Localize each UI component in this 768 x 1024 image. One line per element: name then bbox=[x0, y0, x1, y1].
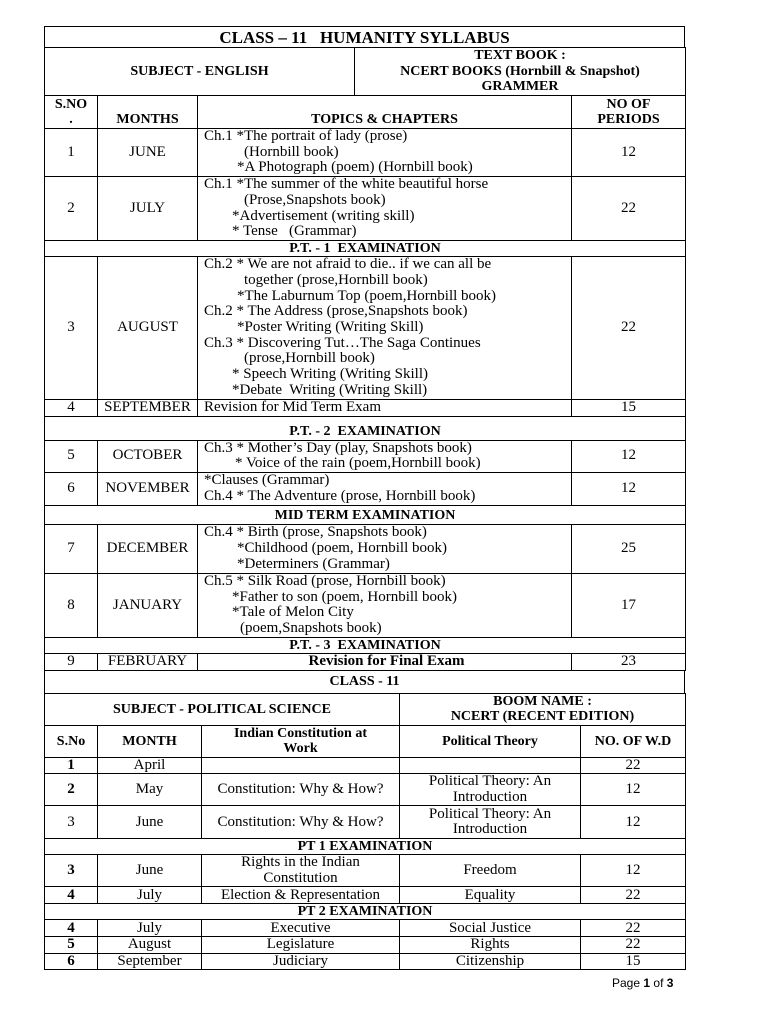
periods-cell: 12 bbox=[572, 129, 686, 177]
exam-row bbox=[45, 839, 686, 855]
political-science-table bbox=[44, 725, 686, 971]
topics-cell bbox=[198, 574, 572, 638]
topic-line: * Tense (Grammar) bbox=[232, 223, 357, 240]
month-cell: July bbox=[98, 887, 202, 904]
header-topics: TOPICS & CHAPTERS bbox=[198, 96, 572, 129]
header-months: MONTHS bbox=[98, 96, 198, 129]
sno-cell: 2 bbox=[45, 177, 98, 241]
table-row bbox=[45, 574, 686, 638]
exam-row bbox=[45, 416, 686, 440]
exam-label: MID TERM EXAMINATION bbox=[45, 506, 686, 525]
working-days-cell: 12 bbox=[581, 774, 686, 806]
topic-line: Ch.3 * Discovering Tut…The Saga Continues bbox=[204, 334, 481, 351]
table-row bbox=[45, 129, 686, 177]
political-science-subject: SUBJECT - POLITICAL SCIENCE bbox=[45, 693, 400, 725]
book-line: BOOM NAME : bbox=[493, 693, 592, 709]
periods-cell: 25 bbox=[572, 525, 686, 574]
working-days-cell: 22 bbox=[581, 887, 686, 904]
sno-cell: 5 bbox=[45, 937, 98, 954]
total-pages: 3 bbox=[666, 976, 674, 990]
political-theory-cell: Freedom bbox=[400, 855, 581, 887]
sno-cell: 3 bbox=[45, 256, 98, 399]
table-row bbox=[45, 256, 686, 399]
working-days-cell: 12 bbox=[581, 855, 686, 887]
table-row bbox=[45, 440, 686, 472]
textbook-line: GRAMMER bbox=[481, 79, 559, 95]
table-row bbox=[45, 757, 686, 774]
textbook-line: NCERT BOOKS (Hornbill & Snapshot) bbox=[400, 63, 640, 79]
class-label: CLASS - 11 bbox=[45, 670, 685, 693]
month-cell: July bbox=[98, 920, 202, 937]
topic-line: Ch.4 * Birth (prose, Snapshots book) bbox=[204, 524, 427, 541]
topic-line: Ch.2 * We are not afraid to die.. if we can all be bbox=[204, 256, 492, 273]
political-science-header-row bbox=[45, 725, 686, 757]
political-science-class-table bbox=[44, 670, 685, 694]
working-days-cell: 22 bbox=[581, 920, 686, 937]
class-row bbox=[45, 670, 685, 693]
topic-line: *Advertisement (writing skill) bbox=[232, 207, 415, 224]
topic-line: (Hornbill book) bbox=[244, 143, 339, 160]
topics-cell bbox=[198, 177, 572, 241]
political-theory-cell: Rights bbox=[400, 937, 581, 954]
indian-constitution-cell: Constitution: Why & How? bbox=[202, 806, 400, 839]
table-row bbox=[45, 525, 686, 574]
header-periods: NO OF PERIODS bbox=[572, 96, 686, 129]
month-cell: OCTOBER bbox=[98, 440, 198, 472]
exam-row bbox=[45, 506, 686, 525]
political-theory-cell: Political Theory: An Introduction bbox=[400, 806, 581, 839]
sno-cell: 1 bbox=[45, 129, 98, 177]
exam-label: P.T. - 2 EXAMINATION bbox=[45, 416, 686, 440]
sno-cell: 3 bbox=[45, 855, 98, 887]
political-science-book bbox=[400, 693, 686, 725]
month-cell: FEBRUARY bbox=[98, 653, 198, 670]
topics-cell bbox=[198, 440, 572, 472]
page-footer bbox=[612, 976, 673, 990]
table-row bbox=[45, 855, 686, 887]
subject-row bbox=[45, 693, 686, 725]
working-days-cell: 15 bbox=[581, 953, 686, 970]
topic-line: Ch.5 * Silk Road (prose, Hornbill book) bbox=[204, 573, 446, 590]
political-science-subject-table bbox=[44, 693, 686, 726]
periods-cell: 17 bbox=[572, 574, 686, 638]
month-cell: JUNE bbox=[98, 129, 198, 177]
topic-line: Revision for Final Exam bbox=[308, 652, 465, 669]
topics-cell bbox=[198, 129, 572, 177]
month-cell: May bbox=[98, 774, 202, 806]
month-cell: August bbox=[98, 937, 202, 954]
sno-cell: 4 bbox=[45, 887, 98, 904]
topic-line: (poem,Snapshots book) bbox=[240, 620, 382, 637]
topic-line: Ch.1 *The portrait of lady (prose) bbox=[204, 128, 408, 144]
table-row bbox=[45, 887, 686, 904]
month-cell: JANUARY bbox=[98, 574, 198, 638]
table-row bbox=[45, 399, 686, 416]
indian-constitution-cell: Executive bbox=[202, 920, 400, 937]
table-row bbox=[45, 806, 686, 839]
indian-constitution-cell: Election & Representation bbox=[202, 887, 400, 904]
exam-label: P.T. - 3 EXAMINATION bbox=[45, 637, 686, 653]
sno-cell: 8 bbox=[45, 574, 98, 638]
political-theory-cell: Equality bbox=[400, 887, 581, 904]
topic-line: together (prose,Hornbill book) bbox=[244, 271, 428, 288]
sno-cell: 1 bbox=[45, 757, 98, 774]
english-subject-table bbox=[44, 47, 686, 96]
of-label: of bbox=[653, 976, 664, 990]
sno-cell: 7 bbox=[45, 525, 98, 574]
english-subject: SUBJECT - ENGLISH bbox=[45, 48, 355, 96]
month-cell: AUGUST bbox=[98, 256, 198, 399]
topics-cell bbox=[198, 256, 572, 399]
topics-cell bbox=[198, 525, 572, 574]
topic-line: Ch.3 * Mother’s Day (play, Snapshots book) bbox=[204, 439, 472, 456]
table-row bbox=[45, 653, 686, 670]
political-theory-cell bbox=[400, 757, 581, 774]
sno-cell: 3 bbox=[45, 806, 98, 839]
book-line: NCERT (RECENT EDITION) bbox=[450, 709, 635, 725]
indian-constitution-cell: Judiciary bbox=[202, 953, 400, 970]
table-row bbox=[45, 473, 686, 506]
topic-line: *Clauses (Grammar) bbox=[204, 472, 330, 489]
month-cell: DECEMBER bbox=[98, 525, 198, 574]
header-working-days: NO. OF W.D bbox=[581, 725, 686, 757]
working-days-cell: 22 bbox=[581, 757, 686, 774]
topic-line: Ch.2 * The Address (prose,Snapshots book) bbox=[204, 303, 468, 320]
sno-cell: 4 bbox=[45, 920, 98, 937]
month-cell: April bbox=[98, 757, 202, 774]
exam-row bbox=[45, 240, 686, 256]
sno-cell: 5 bbox=[45, 440, 98, 472]
table-row bbox=[45, 920, 686, 937]
exam-row bbox=[45, 904, 686, 920]
header-sno: S.No bbox=[45, 725, 98, 757]
topic-line: *Childhood (poem, Hornbill book) bbox=[237, 540, 447, 557]
topics-cell bbox=[198, 399, 572, 416]
sno-cell: 2 bbox=[45, 774, 98, 806]
topic-line: *The Laburnum Top (poem,Hornbill book) bbox=[237, 287, 497, 304]
english-syllabus-table bbox=[44, 95, 686, 671]
header-sno: S.NO . bbox=[45, 96, 98, 129]
sno-cell: 4 bbox=[45, 399, 98, 416]
topics-cell bbox=[198, 473, 572, 506]
topic-line: *Determiners (Grammar) bbox=[237, 555, 390, 572]
title-row bbox=[45, 27, 685, 48]
topic-line: *Debate Writing (Writing Skill) bbox=[232, 381, 428, 398]
periods-cell: 22 bbox=[572, 256, 686, 399]
exam-row bbox=[45, 637, 686, 653]
political-theory-cell: Citizenship bbox=[400, 953, 581, 970]
exam-label: PT 2 EXAMINATION bbox=[45, 904, 686, 920]
syllabus-title: CLASS – 11 HUMANITY SYLLABUS bbox=[45, 27, 685, 48]
exam-label: PT 1 EXAMINATION bbox=[45, 839, 686, 855]
topic-line: (prose,Hornbill book) bbox=[244, 350, 375, 367]
month-cell: June bbox=[98, 806, 202, 839]
periods-cell: 23 bbox=[572, 653, 686, 670]
english-header-row bbox=[45, 96, 686, 129]
topics-cell bbox=[198, 653, 572, 670]
working-days-cell: 12 bbox=[581, 806, 686, 839]
political-theory-cell: Political Theory: An Introduction bbox=[400, 774, 581, 806]
header-indian-constitution: Indian Constitution at Work bbox=[202, 725, 400, 757]
month-cell: SEPTEMBER bbox=[98, 399, 198, 416]
sno-cell: 6 bbox=[45, 473, 98, 506]
english-title-table bbox=[44, 26, 685, 48]
indian-constitution-cell bbox=[202, 757, 400, 774]
subject-row bbox=[45, 48, 686, 96]
sno-cell: 6 bbox=[45, 953, 98, 970]
topic-line: *A Photograph (poem) (Hornbill book) bbox=[237, 159, 473, 176]
page-number: 1 bbox=[643, 976, 651, 990]
month-cell: JULY bbox=[98, 177, 198, 241]
topic-line: * Speech Writing (Writing Skill) bbox=[232, 366, 428, 383]
political-theory-cell: Social Justice bbox=[400, 920, 581, 937]
table-row bbox=[45, 953, 686, 970]
topic-line: (Prose,Snapshots book) bbox=[244, 191, 386, 208]
periods-cell: 22 bbox=[572, 177, 686, 241]
topic-line: *Father to son (poem, Hornbill book) bbox=[232, 588, 457, 605]
topic-line: * Voice of the rain (poem,Hornbill book) bbox=[235, 455, 481, 472]
table-row bbox=[45, 937, 686, 954]
month-cell: June bbox=[98, 855, 202, 887]
page-label: Page bbox=[612, 976, 641, 990]
working-days-cell: 22 bbox=[581, 937, 686, 954]
indian-constitution-cell: Rights in the Indian Constitution bbox=[202, 855, 400, 887]
topic-line: Ch.1 *The summer of the white beautiful horse bbox=[204, 176, 489, 193]
indian-constitution-cell: Legislature bbox=[202, 937, 400, 954]
syllabus-document bbox=[44, 26, 685, 970]
table-row bbox=[45, 774, 686, 806]
table-row bbox=[45, 177, 686, 241]
header-month: MONTH bbox=[98, 725, 202, 757]
english-textbook bbox=[355, 48, 686, 96]
periods-cell: 12 bbox=[572, 473, 686, 506]
month-cell: NOVEMBER bbox=[98, 473, 198, 506]
exam-label: P.T. - 1 EXAMINATION bbox=[45, 240, 686, 256]
header-political-theory: Political Theory bbox=[400, 725, 581, 757]
topic-line: Ch.4 * The Adventure (prose, Hornbill book) bbox=[204, 488, 476, 505]
indian-constitution-cell: Constitution: Why & How? bbox=[202, 774, 400, 806]
periods-cell: 15 bbox=[572, 399, 686, 416]
sno-cell: 9 bbox=[45, 653, 98, 670]
textbook-line: TEXT BOOK : bbox=[474, 48, 566, 64]
month-cell: September bbox=[98, 953, 202, 970]
topic-line: Revision for Mid Term Exam bbox=[204, 398, 381, 415]
topic-line: *Poster Writing (Writing Skill) bbox=[237, 319, 424, 336]
periods-cell: 12 bbox=[572, 440, 686, 472]
topic-line: *Tale of Melon City bbox=[232, 604, 354, 621]
